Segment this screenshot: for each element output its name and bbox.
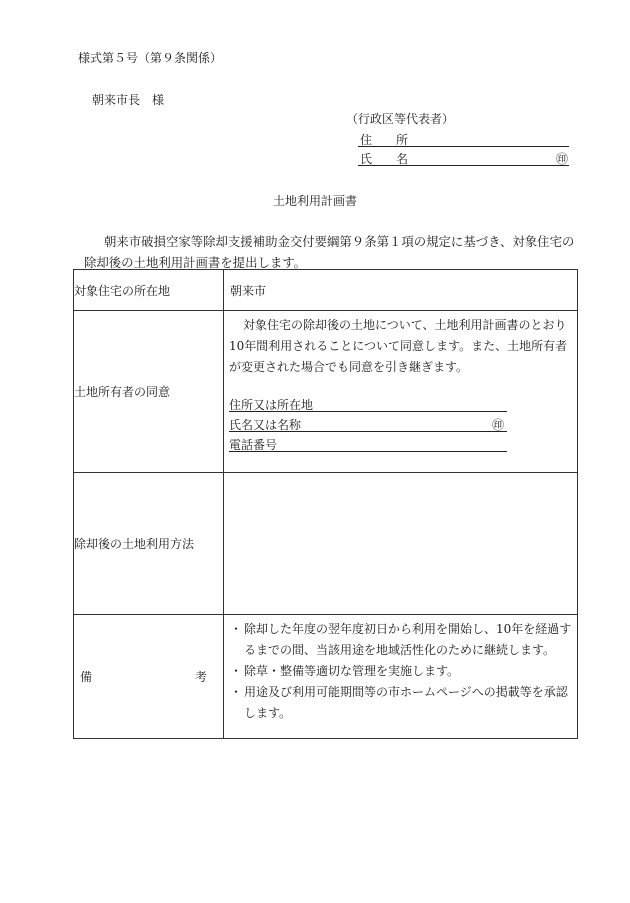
document-title: 土地利用計画書 [272, 194, 357, 208]
remarks-item: ・ 除草・整備等適切な管理を実施します。 [226, 661, 573, 682]
bullet-mark: ・ [230, 664, 243, 678]
usage-method-label: 除却後の土地利用方法 [74, 473, 224, 615]
addressee: 朝来市長 様 [92, 93, 165, 107]
row-location [74, 270, 578, 311]
remarks-item: ・ 除却した年度の翌年度初日から利用を開始し、10年を経過するまでの間、当該用途を地域活性化のために継続します。 [226, 619, 573, 661]
intro-paragraph: 朝来市破損空家等除却支援補助金交付要綱第９条第１項の規定に基づき、対象住宅の除却後の土地利用計画書を提出します。 [84, 234, 575, 270]
row-usage-method [74, 473, 578, 615]
owner-consent-cell [224, 311, 578, 473]
remarks-label-cell [74, 615, 224, 739]
seal-mark: ㊞ [556, 152, 569, 166]
row-owner-consent [74, 311, 578, 473]
owner-consent-label: 土地所有者の同意 [74, 311, 224, 473]
remarks-list [226, 619, 573, 724]
owner-address-label: 住所又は所在地 [229, 398, 314, 412]
location-label: 対象住宅の所在地 [74, 270, 224, 311]
owner-name-line [229, 431, 507, 432]
representative-address-label: 住 所 [360, 133, 409, 147]
representative-title: （行政区等代表者） [346, 112, 455, 126]
representative-name-line [358, 165, 569, 166]
representative-name-label: 氏 名 [360, 152, 409, 166]
remarks-label-left: 備 [80, 670, 93, 684]
row-remarks [74, 615, 578, 739]
owner-consent-text: 対象住宅の除却後の土地について、土地利用計画書のとおり10年間利用されることについて同意します。また、土地所有者が変更された場合でも同意を引き継ぎます。 [229, 318, 568, 374]
owner-seal-mark: ㊞ [492, 418, 505, 432]
bullet-mark: ・ [230, 622, 243, 636]
remarks-label-right: 考 [194, 670, 207, 684]
location-value: 朝来市 [224, 270, 578, 311]
owner-address-line [229, 411, 507, 412]
representative-address-line [358, 146, 569, 147]
owner-phone-label: 電話番号 [229, 438, 278, 452]
plan-table [73, 269, 578, 739]
remarks-cell [224, 615, 578, 739]
owner-name-label: 氏名又は名称 [229, 418, 302, 432]
form-number: 様式第５号（第９条関係） [78, 51, 223, 65]
usage-method-value [224, 473, 578, 615]
owner-phone-line [229, 451, 507, 452]
remarks-item: ・ 用途及び利用可能期間等の市ホームページへの掲載等を承認します。 [226, 682, 573, 724]
bullet-mark: ・ [230, 685, 243, 699]
